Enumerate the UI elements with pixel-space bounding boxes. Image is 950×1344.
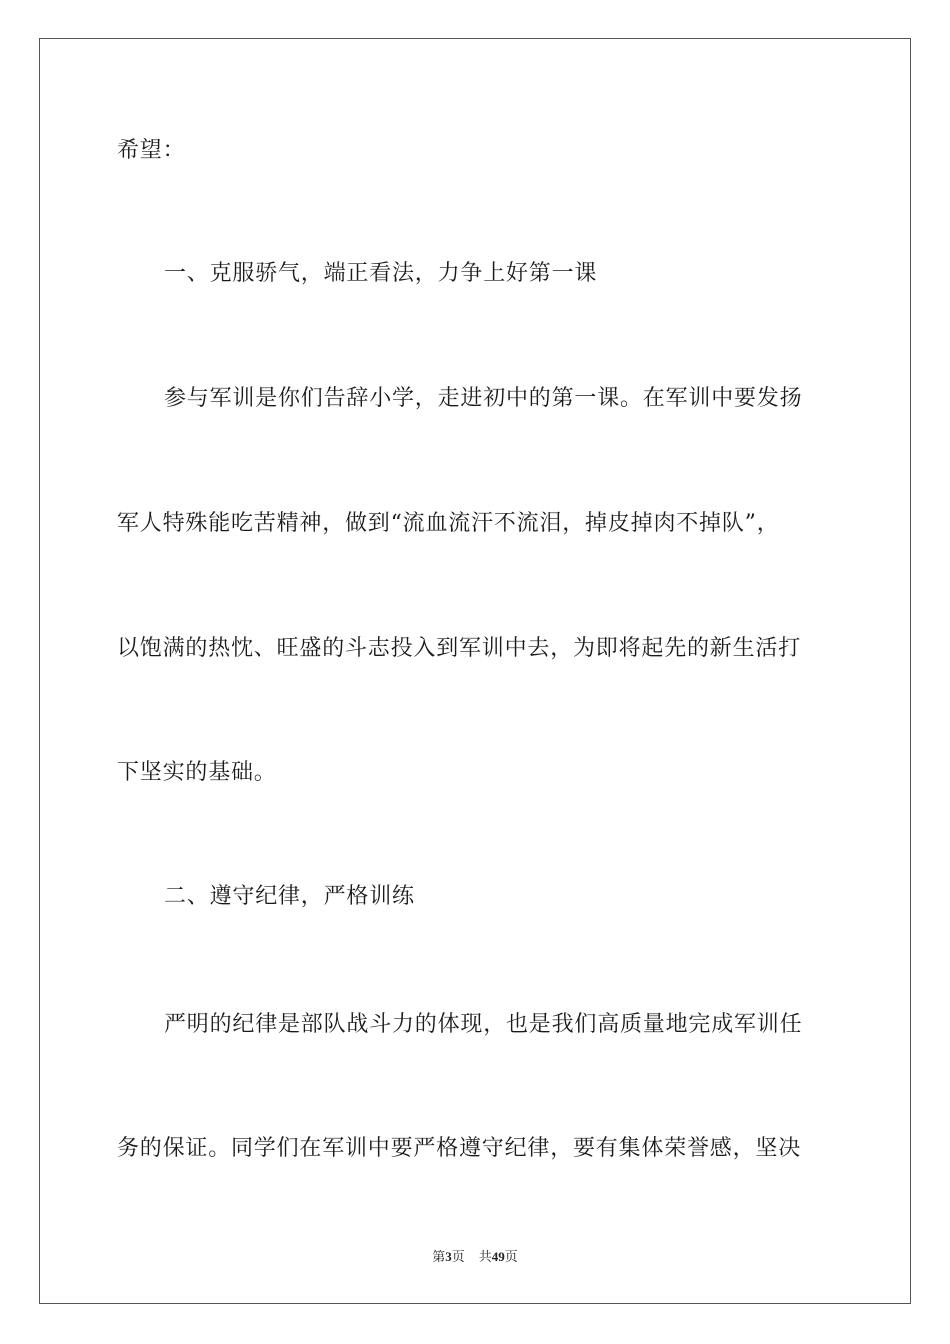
total-pages: 49 [491,1249,505,1264]
page-number: 3 [445,1249,452,1264]
section-heading: 二、遵守纪律，严格训练 [164,884,415,909]
document-line: 以饱满的热忱、旺盛的斗志投入到军训中去，为即将起先的新生活打 [117,636,802,661]
document-line: 下坚实的基础。 [117,760,277,785]
page-border [39,38,911,1304]
total-prefix: 共 [478,1249,492,1264]
page-suffix: 页 [451,1249,465,1264]
page-footer [0,1248,950,1266]
total-suffix: 页 [504,1249,518,1264]
section-heading: 一、克服骄气，端正看法，力争上好第一课 [164,261,598,286]
document-line: 希望： [117,138,186,163]
document-line: 参与军训是你们告辞小学，走进初中的第一课。在军训中要发扬 [164,386,803,411]
document-line: 严明的纪律是部队战斗力的体现，也是我们高质量地完成军训任 [164,1012,803,1037]
page-prefix: 第 [432,1249,446,1264]
document-line: 军人特殊能吃苦精神，做到“流血流汗不流泪，掉皮掉肉不掉队”， [117,511,780,536]
document-line: 务的保证。同学们在军训中要严格遵守纪律，要有集体荣誉感，坚决 [117,1136,802,1161]
